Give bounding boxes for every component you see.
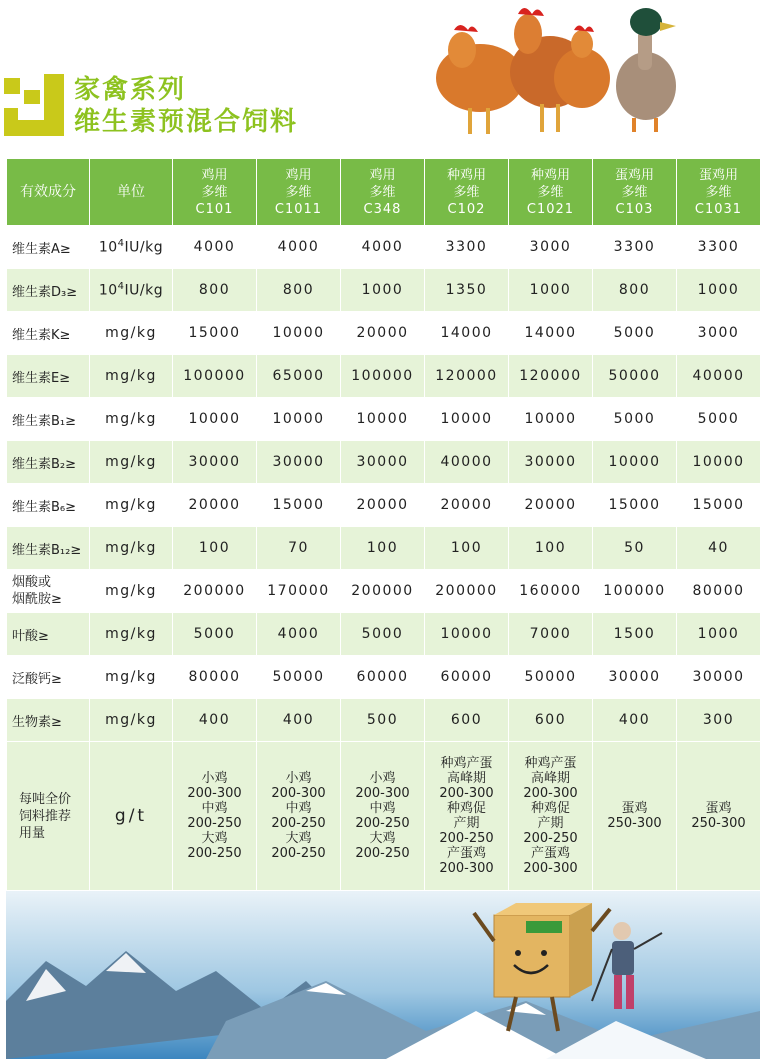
value-cell: 10000 (509, 398, 593, 441)
header-product-5 (593, 159, 677, 226)
table-row (7, 484, 760, 527)
value-cell: 10000 (593, 441, 677, 484)
header-product-4 (509, 159, 593, 226)
ingredient-unit: mg/kg (90, 699, 173, 742)
value-cell: 15000 (173, 312, 257, 355)
table-row (7, 441, 760, 484)
product-code: C102 (447, 201, 486, 217)
value-cell: 1500 (593, 613, 677, 656)
value-cell: 4000 (341, 226, 425, 269)
dosage-line: 中鸡 (369, 801, 396, 816)
value-cell: 120000 (509, 355, 593, 398)
dosage-cell (257, 742, 341, 891)
chicken-icon (436, 25, 524, 134)
product-line2: 多维 (453, 184, 480, 200)
dosage-line: 200-250 (271, 816, 326, 831)
value-cell: 3300 (425, 226, 509, 269)
value-cell: 10000 (257, 398, 341, 441)
dosage-line: 200-250 (523, 831, 578, 846)
dosage-line: 小鸡 (201, 771, 228, 786)
value-cell: 50 (593, 527, 677, 570)
value-cell: 3000 (677, 312, 760, 355)
dosage-cell (593, 742, 677, 891)
value-cell: 20000 (173, 484, 257, 527)
header-product-0 (173, 159, 257, 226)
dosage-cell (173, 742, 257, 891)
ingredient-unit: mg/kg (90, 312, 173, 355)
value-cell: 100 (173, 527, 257, 570)
value-cell: 5000 (341, 613, 425, 656)
value-cell: 60000 (425, 656, 509, 699)
value-cell: 10000 (173, 398, 257, 441)
value-cell: 100 (509, 527, 593, 570)
ingredient-unit: mg/kg (90, 527, 173, 570)
dosage-line: 产期 (453, 816, 480, 831)
product-line2: 多维 (621, 184, 648, 200)
value-cell: 5000 (677, 398, 760, 441)
value-cell: 120000 (425, 355, 509, 398)
brand-logo-icon (4, 74, 66, 136)
dosage-line: 200-300 (355, 786, 410, 801)
unit-rest: IU/kg (124, 282, 164, 299)
dosage-line: 200-300 (523, 861, 578, 876)
value-cell: 15000 (677, 484, 760, 527)
ingredient-name: 维生素E≥ (7, 355, 90, 398)
value-cell: 80000 (677, 570, 760, 613)
ingredient-unit: mg/kg (90, 441, 173, 484)
value-cell: 1350 (425, 269, 509, 312)
header-product-6 (677, 159, 760, 226)
ingredient-name (7, 570, 90, 613)
value-cell: 400 (593, 699, 677, 742)
value-cell: 40000 (425, 441, 509, 484)
product-line1: 鸡用 (285, 167, 312, 183)
value-cell: 30000 (593, 656, 677, 699)
value-cell: 10000 (341, 398, 425, 441)
dosage-line: 250-300 (607, 816, 662, 831)
product-line1: 鸡用 (201, 167, 228, 183)
value-cell: 20000 (509, 484, 593, 527)
table-row (7, 269, 760, 312)
table-row (7, 613, 760, 656)
dosage-line: 中鸡 (201, 801, 228, 816)
value-cell: 5000 (593, 398, 677, 441)
title-line-2: 维生素预混合饲料 (74, 107, 299, 137)
value-cell: 600 (509, 699, 593, 742)
value-cell: 200000 (173, 570, 257, 613)
table-row (7, 527, 760, 570)
dosage-line: 200-250 (355, 846, 410, 861)
value-cell: 100 (425, 527, 509, 570)
value-cell: 100000 (173, 355, 257, 398)
value-cell: 10000 (425, 613, 509, 656)
dosage-line: 200-300 (523, 786, 578, 801)
dosage-cell (425, 742, 509, 891)
value-cell: 30000 (677, 656, 760, 699)
header-unit: 单位 (90, 159, 173, 226)
dosage-line: 蛋鸡 (705, 801, 732, 816)
dosage-unit: g/t (90, 742, 173, 891)
dosage-line: 高峰期 (530, 771, 570, 786)
product-code: C348 (363, 201, 402, 217)
value-cell: 70 (257, 527, 341, 570)
product-line2: 多维 (705, 184, 732, 200)
value-cell: 5000 (593, 312, 677, 355)
ingredient-name-line: 烟酸或 (12, 575, 52, 590)
dosage-line: 200-300 (439, 861, 494, 876)
unit-exponent: 4 (117, 238, 125, 250)
value-cell: 800 (593, 269, 677, 312)
value-cell: 800 (257, 269, 341, 312)
value-cell: 30000 (173, 441, 257, 484)
value-cell: 30000 (509, 441, 593, 484)
product-line1: 蛋鸡用 (614, 167, 654, 183)
vitamin-spec-table (6, 158, 760, 891)
mountain-banner-icon (6, 891, 760, 1059)
value-cell: 20000 (425, 484, 509, 527)
value-cell: 20000 (341, 484, 425, 527)
dosage-line: 种鸡产蛋 (440, 756, 493, 771)
ingredient-unit (90, 226, 173, 269)
dosage-line: 200-250 (187, 846, 242, 861)
ingredient-unit: mg/kg (90, 398, 173, 441)
dosage-line: 小鸡 (285, 771, 312, 786)
value-cell: 400 (173, 699, 257, 742)
value-cell: 400 (257, 699, 341, 742)
ingredient-name: 泛酸钙≥ (7, 656, 90, 699)
ingredient-name: 维生素A≥ (7, 226, 90, 269)
dosage-line: 200-300 (439, 786, 494, 801)
dosage-line: 200-250 (439, 831, 494, 846)
product-line2: 多维 (369, 184, 396, 200)
value-cell: 40 (677, 527, 760, 570)
value-cell: 800 (173, 269, 257, 312)
header-product-2 (341, 159, 425, 226)
value-cell: 5000 (173, 613, 257, 656)
header-product-1 (257, 159, 341, 226)
value-cell: 4000 (257, 613, 341, 656)
product-code: C1011 (274, 201, 323, 217)
table-row (7, 355, 760, 398)
ingredient-unit (90, 269, 173, 312)
header-product-3 (425, 159, 509, 226)
duck-icon (616, 8, 676, 132)
dosage-line: 大鸡 (369, 831, 396, 846)
product-code: C1021 (526, 201, 575, 217)
value-cell: 50000 (257, 656, 341, 699)
dosage-cell (509, 742, 593, 891)
value-cell: 100000 (341, 355, 425, 398)
dosage-line: 大鸡 (285, 831, 312, 846)
value-cell: 15000 (257, 484, 341, 527)
table-row (7, 398, 760, 441)
product-line2: 多维 (201, 184, 228, 200)
value-cell: 7000 (509, 613, 593, 656)
value-cell: 160000 (509, 570, 593, 613)
dosage-label-line: 饲料推荐 (19, 808, 72, 824)
value-cell: 3300 (677, 226, 760, 269)
ingredient-name: 生物素≥ (7, 699, 90, 742)
table-row (7, 570, 760, 613)
value-cell: 500 (341, 699, 425, 742)
value-cell: 1000 (677, 269, 760, 312)
dosage-cell (677, 742, 760, 891)
dosage-cell (341, 742, 425, 891)
unit-base: 10 (98, 282, 118, 299)
value-cell: 100000 (593, 570, 677, 613)
value-cell: 10000 (677, 441, 760, 484)
dosage-line: 200-250 (355, 816, 410, 831)
value-cell: 4000 (257, 226, 341, 269)
title-line-1: 家禽系列 (74, 75, 187, 105)
header-ingredient: 有效成分 (7, 159, 90, 226)
dosage-line: 产蛋鸡 (530, 846, 570, 861)
table-row (7, 656, 760, 699)
value-cell: 200000 (341, 570, 425, 613)
product-line2: 多维 (537, 184, 564, 200)
page-title (74, 74, 298, 138)
value-cell: 65000 (257, 355, 341, 398)
ingredient-name-line: 烟酰胺≥ (12, 592, 62, 607)
ingredient-name: 维生素B₂≥ (7, 441, 90, 484)
dosage-line: 200-250 (271, 846, 326, 861)
value-cell: 10000 (425, 398, 509, 441)
value-cell: 200000 (425, 570, 509, 613)
value-cell: 1000 (341, 269, 425, 312)
ingredient-unit: mg/kg (90, 570, 173, 613)
value-cell: 3300 (593, 226, 677, 269)
unit-exponent: 4 (117, 281, 125, 293)
product-line1: 蛋鸡用 (698, 167, 738, 183)
dosage-label-line: 每吨全价 (19, 791, 72, 807)
dosage-label-line: 用量 (19, 825, 46, 841)
product-code: C1031 (694, 201, 743, 217)
ingredient-name: 维生素B₆≥ (7, 484, 90, 527)
dosage-line: 200-300 (271, 786, 326, 801)
poultry-illustration-icon (432, 0, 682, 140)
value-cell: 14000 (425, 312, 509, 355)
ingredient-name: 维生素D₃≥ (7, 269, 90, 312)
dosage-line: 250-300 (691, 816, 746, 831)
dosage-line: 200-300 (187, 786, 242, 801)
product-line1: 鸡用 (369, 167, 396, 183)
table-row (7, 699, 760, 742)
unit-base: 10 (98, 239, 118, 256)
ingredient-name: 叶酸≥ (7, 613, 90, 656)
value-cell: 20000 (341, 312, 425, 355)
ingredient-unit: mg/kg (90, 613, 173, 656)
dosage-line: 种鸡促 (530, 801, 570, 816)
table-header-row (7, 159, 760, 226)
dosage-line: 产期 (537, 816, 564, 831)
value-cell: 50000 (593, 355, 677, 398)
value-cell: 100 (341, 527, 425, 570)
value-cell: 1000 (677, 613, 760, 656)
value-cell: 3000 (509, 226, 593, 269)
dosage-line: 200-250 (187, 816, 242, 831)
value-cell: 170000 (257, 570, 341, 613)
value-cell: 40000 (677, 355, 760, 398)
ingredient-unit: mg/kg (90, 484, 173, 527)
ingredient-name: 维生素K≥ (7, 312, 90, 355)
product-line2: 多维 (285, 184, 312, 200)
dosage-line: 高峰期 (446, 771, 486, 786)
ingredient-unit: mg/kg (90, 656, 173, 699)
product-code: C101 (195, 201, 234, 217)
dosage-row (7, 742, 760, 891)
table-row (7, 226, 760, 269)
unit-rest: IU/kg (124, 239, 164, 256)
product-line1: 种鸡用 (446, 167, 486, 183)
value-cell: 600 (425, 699, 509, 742)
ingredient-name: 维生素B₁≥ (7, 398, 90, 441)
value-cell: 14000 (509, 312, 593, 355)
ingredient-name: 维生素B₁₂≥ (7, 527, 90, 570)
dosage-line: 种鸡产蛋 (524, 756, 577, 771)
product-code: C103 (615, 201, 654, 217)
dosage-line: 小鸡 (369, 771, 396, 786)
value-cell: 60000 (341, 656, 425, 699)
value-cell: 30000 (257, 441, 341, 484)
value-cell: 10000 (257, 312, 341, 355)
dosage-line: 种鸡促 (446, 801, 486, 816)
value-cell: 300 (677, 699, 760, 742)
value-cell: 15000 (593, 484, 677, 527)
product-line1: 种鸡用 (530, 167, 570, 183)
dosage-line: 蛋鸡 (621, 801, 648, 816)
value-cell: 4000 (173, 226, 257, 269)
value-cell: 1000 (509, 269, 593, 312)
value-cell: 50000 (509, 656, 593, 699)
page-header (0, 0, 760, 156)
table-row (7, 312, 760, 355)
value-cell: 30000 (341, 441, 425, 484)
dosage-line: 大鸡 (201, 831, 228, 846)
ingredient-unit: mg/kg (90, 355, 173, 398)
dosage-line: 中鸡 (285, 801, 312, 816)
dosage-line: 产蛋鸡 (446, 846, 486, 861)
value-cell: 80000 (173, 656, 257, 699)
dosage-label (7, 742, 90, 891)
